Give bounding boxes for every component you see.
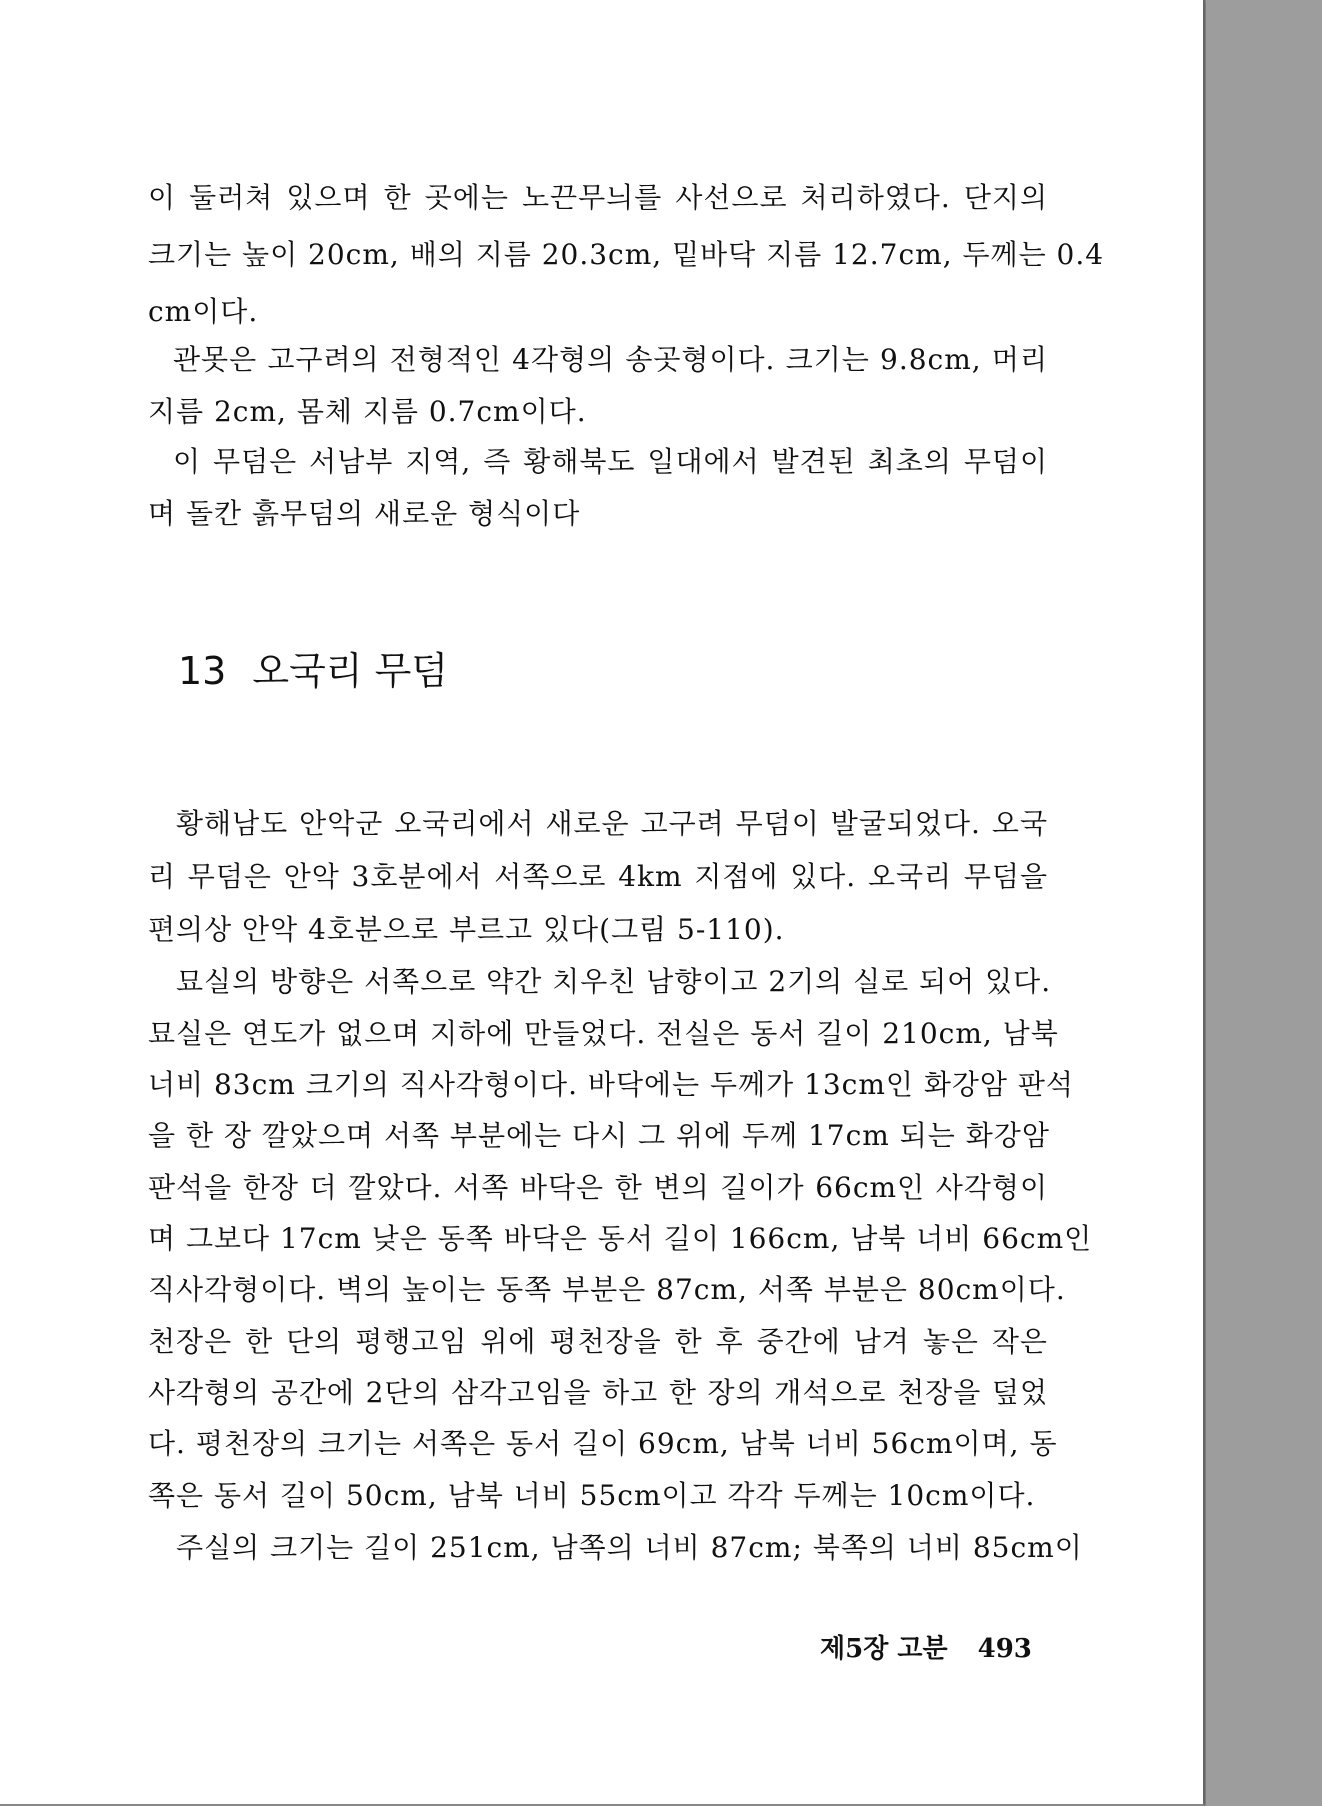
text-line: cm이다. — [148, 295, 259, 328]
section-number: 13 — [178, 649, 227, 693]
text-line: 천장은 한 단의 평행고임 위에 평천장을 한 후 중간에 남겨 놓은 작은 — [148, 1325, 1048, 1358]
text-line: 편의상 안악 4호분으로 부르고 있다(그림 5-110). — [148, 913, 785, 946]
section-title: 오국리 무덤 — [252, 649, 448, 693]
text-line: 직사각형이다. 벽의 높이는 동쪽 부분은 87cm, 서쪽 부분은 80cm이다. — [148, 1273, 1066, 1306]
text-line: 주실의 크기는 길이 251cm, 남쪽의 너비 87cm; 북쪽의 너비 85cm이 — [176, 1531, 1083, 1564]
text-line: 리 무덤은 안악 3호분에서 서쪽으로 4km 지점에 있다. 오국리 무덤을 — [148, 860, 1048, 893]
text-line: 을 한 장 깔았으며 서쪽 부분에는 다시 그 위에 두께 17cm 되는 화강암 — [148, 1119, 1050, 1152]
chapter-label: 제5장 고분 — [820, 1634, 948, 1664]
text-line: 황해남도 안악군 오국리에서 새로운 고구려 무덤이 발굴되었다. 오국 — [176, 807, 1048, 840]
text-line: 사각형의 공간에 2단의 삼각고임을 하고 한 장의 개석으로 천장을 덮었 — [148, 1376, 1048, 1409]
text-line: 묘실은 연도가 없으며 지하에 만들었다. 전실은 동서 길이 210cm, 남북 — [148, 1017, 1059, 1050]
text-line: 지름 2cm, 몸체 지름 0.7cm이다. — [148, 395, 587, 428]
text-line: 이 둘러쳐 있으며 한 곳에는 노끈무늬를 사선으로 처리하였다. 단지의 — [148, 181, 1048, 214]
text-line: 다. 평천장의 크기는 서쪽은 동서 길이 69cm, 남북 너비 56cm이며, 동 — [148, 1427, 1058, 1460]
text-line: 관못은 고구려의 전형적인 4각형의 송곳형이다. 크기는 9.8cm, 머리 — [173, 343, 1048, 376]
text-line: 이 무덤은 서남부 지역, 즉 황해북도 일대에서 발견된 최초의 무덤이 — [173, 445, 1048, 478]
text-line: 며 그보다 17cm 낮은 동쪽 바닥은 동서 길이 166cm, 남북 너비 66cm인 — [148, 1222, 1093, 1255]
page-number: 493 — [977, 1634, 1032, 1664]
page-footer — [820, 1628, 1032, 1665]
text-line: 며 돌칸 흙무덤의 새로운 형식이다 — [148, 497, 581, 530]
viewer-background — [1206, 0, 1322, 1806]
text-line: 판석을 한장 더 깔았다. 서쪽 바닥은 한 변의 길이가 66cm인 사각형이 — [148, 1171, 1048, 1204]
text-line: 묘실의 방향은 서쪽으로 약간 치우친 남향이고 2기의 실로 되어 있다. — [176, 965, 1052, 998]
text-line: 크기는 높이 20cm, 배의 지름 20.3cm, 밑바닥 지름 12.7cm, 두께는 0.4 — [148, 238, 1105, 271]
text-line: 쪽은 동서 길이 50cm, 남북 너비 55cm이고 각각 두께는 10cm이다. — [148, 1479, 1036, 1512]
section-heading — [178, 640, 448, 695]
text-line: 너비 83cm 크기의 직사각형이다. 바닥에는 두께가 13cm인 화강암 판석 — [148, 1068, 1074, 1101]
